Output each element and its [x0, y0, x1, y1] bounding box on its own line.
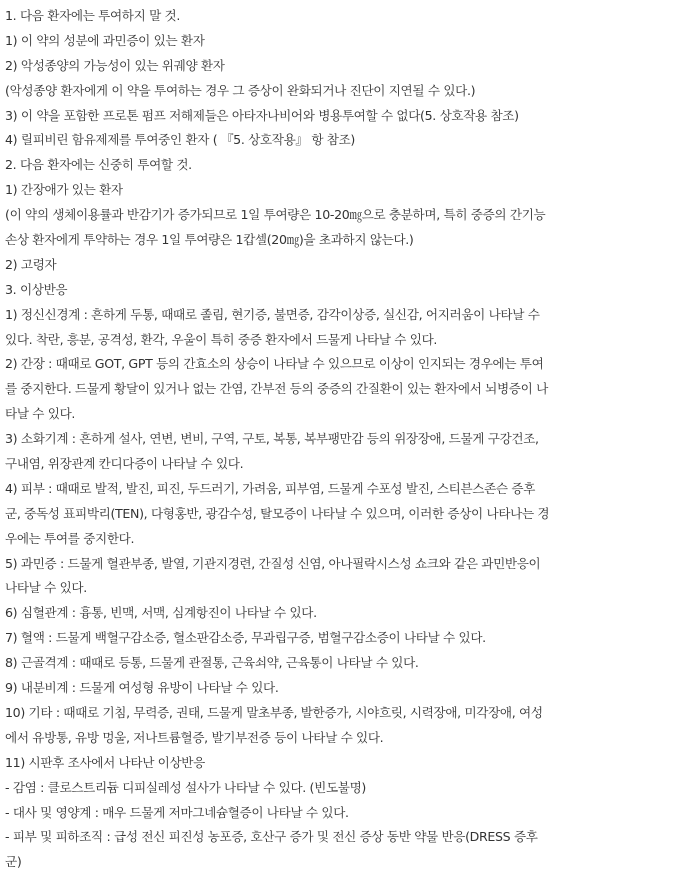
text-line: 2) 악성종양의 가능성이 있는 위궤양 환자: [5, 57, 225, 73]
document-body: [5, 4, 681, 875]
text-line: 9) 내분비계 : 드물게 여성형 유방이 나타날 수 있다.: [5, 680, 279, 696]
text-line: 6) 심혈관계 : 흉통, 빈맥, 서맥, 심계항진이 나타날 수 있다.: [5, 605, 317, 621]
text-line: - 피부 및 피하조직 : 급성 전신 피진성 농포증, 호산구 증가 및 전신 증상 동반 약물 반응(DRESS 증후: [5, 829, 538, 845]
text-line: 2) 고령자: [5, 256, 57, 272]
text-line: 나타날 수 있다.: [5, 580, 87, 596]
text-line: 있다. 착란, 흥분, 공격성, 환각, 우울이 특히 중증 환자에서 드물게 나타날 수 있다.: [5, 331, 438, 347]
text-line: 군): [5, 854, 22, 870]
text-line: 1) 정신신경계 : 흔하게 두통, 때때로 졸림, 현기증, 불면증, 감각이상증, 실신감, 어지러움이 나타날 수: [5, 306, 540, 322]
text-line: 2. 다음 환자에는 신중히 투여할 것.: [5, 157, 192, 173]
text-line: 에서 유방통, 유방 멍울, 저나트륨혈증, 발기부전증 등이 나타날 수 있다.: [5, 729, 384, 745]
text-line: 1) 이 약의 성분에 과민증이 있는 환자: [5, 32, 205, 48]
text-line: (악성종양 환자에게 이 약을 투여하는 경우 그 증상이 완화되거나 진단이 지연될 수 있다.): [5, 82, 476, 98]
text-line: 3) 소화기계 : 흔하게 설사, 연변, 변비, 구역, 구토, 복통, 복부팽만감 등의 위장장애, 드물게 구강건조,: [5, 431, 539, 447]
text-line: 우에는 투여를 중지한다.: [5, 530, 135, 546]
text-line: 4) 릴피비린 함유제제를 투여중인 환자 ( 『5. 상호작용』 항 참조): [5, 132, 355, 148]
text-line: 3. 이상반응: [5, 281, 68, 297]
text-line: 타날 수 있다.: [5, 406, 76, 422]
text-line: 손상 환자에게 투약하는 경우 1일 투여량은 1캅셀(20㎎)을 초과하지 않는다.): [5, 232, 414, 248]
text-line: 4) 피부 : 때때로 발적, 발진, 피진, 두드러기, 가려움, 피부염, 드물게 수포성 발진, 스티븐스존슨 증후: [5, 480, 536, 496]
text-line: 2) 간장 : 때때로 GOT, GPT 등의 간효소의 상승이 나타날 수 있으므로 이상이 인지되는 경우에는 투여: [5, 356, 544, 372]
text-line: 를 중지한다. 드물게 황달이 있거나 없는 간염, 간부전 등의 중증의 간질환이 있는 환자에서 뇌병증이 나: [5, 381, 548, 397]
text-line: 군, 중독성 표피박리(TEN), 다형홍반, 광감수성, 탈모증이 나타날 수 있으며, 이러한 증상이 나타나는 경: [5, 505, 550, 521]
text-line: - 대사 및 영양계 : 매우 드물게 저마그네슘혈증이 나타날 수 있다.: [5, 804, 349, 820]
text-line: 5) 과민증 : 드물게 혈관부종, 발열, 기관지경련, 간질성 신염, 아나필락시스성 쇼크와 같은 과민반응이: [5, 555, 541, 571]
text-line: 10) 기타 : 때때로 기침, 무력증, 권태, 드물게 말초부종, 발한증가, 시야흐릿, 시력장애, 미각장애, 여성: [5, 704, 543, 720]
text-line: (이 약의 생체이용률과 반감기가 증가되므로 1일 투여량은 10-20㎎으로 충분하며, 특히 중증의 간기능: [5, 207, 546, 223]
text-line: 구내염, 위장관계 칸디다증이 나타날 수 있다.: [5, 456, 244, 472]
text-line: 3) 이 약을 포함한 프로톤 펌프 저해제들은 아타자나비어와 병용투여할 수 없다(5. 상호작용 참조): [5, 107, 519, 123]
text-line: 8) 근골격계 : 때때로 등통, 드물게 관절통, 근육쇠약, 근육통이 나타날 수 있다.: [5, 655, 419, 671]
text-line: - 감염 : 클로스트리듐 디피실레성 설사가 나타날 수 있다. (빈도불명): [5, 779, 366, 795]
text-line: 1) 간장애가 있는 환자: [5, 182, 123, 198]
text-line: 1. 다음 환자에는 투여하지 말 것.: [5, 8, 181, 23]
text-line: 11) 시판후 조사에서 나타난 이상반응: [5, 754, 205, 770]
text-line: 7) 혈액 : 드물게 백혈구감소증, 혈소판감소증, 무과립구증, 범혈구감소증이 나타날 수 있다.: [5, 630, 486, 646]
